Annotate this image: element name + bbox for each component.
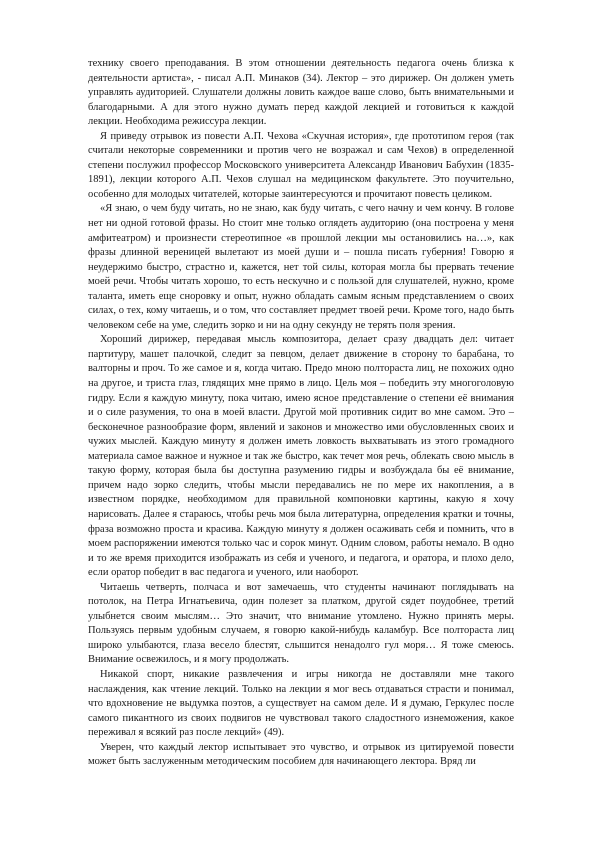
paragraph-7: Уверен, что каждый лектор испытывает это чувство, и отрывок из цитируемой повести может быть заслуженным методическим пособием для начинающего лектора. Вряд ли — [88, 741, 514, 768]
document-page — [88, 57, 514, 770]
paragraph-4-quote: Хороший дирижер, передавая мысль композитора, делает сразу двадцать дел: читает партитуру, машет палочкой, следит за певцом, делает движение в сторону то барабана, то валторны и проч. То же самое и я, когда читаю. Предо мною полтораста лиц, не похожих одно на другое, и триста глаз, глядящих мне прямо в лицо. Цель моя – победить эту многоголовую гидру. Если я каждую минуту, пока читаю, имею ясное представление о степени её внимания и о силе разумения, то она в моей власти. Другой мой противник сидит во мне самом. Это – бесконечное разнообразие форм, явлений и законов и множество ими обусловленных своих и чужих мыслей. Каждую минуту я должен иметь ловкость выхватывать из этого громадного материала самое важное и нужное и так же быстро, как течет моя речь, облекать свою мысль в такую форму, которая была бы доступна разумению гидры и возбуждала бы её внимание, причем надо зорко следить, чтобы мысли передавались не по мере их накопления, а в известном порядке, необходимом для правильной компоновки картины, какую я хочу нарисовать. Далее я стараюсь, чтобы речь моя была литературна, определения кратки и точны, фраза возможно проста и красива. Каждую минуту я должен осаживать себя и помнить, что в моем распоряжении имеются только час и сорок минут. Одним словом, работы немало. В одно и то же время приходится изображать из себя и ученого, и педагога, и оратора, и плохо дело, если оратор победит в вас педагога и ученого, или наоборот. — [88, 334, 514, 579]
paragraph-5-quote: Читаешь четверть, полчаса и вот замечаешь, что студенты начинают поглядывать на потолок, на Петра Игнатьевича, один полезет за платком, другой сядет поудобнее, третий улыбнется своим мыслям… Это значит, что внимание утомлено. Нужно принять меры. Пользуясь первым удобным случаем, я говорю какой-нибудь каламбур. Все полтораста лиц широко улыбаются, глаза весело блестят, слышится ненадолго гул моря… Я тоже смеюсь. Внимание освежилось, и я могу продолжать. — [88, 581, 514, 666]
paragraph-1: технику своего преподавания. В этом отношении деятельность педагога очень близка к деятельности артиста», - писал А.П. Минаков (34). Лектор – это дирижер. Он должен уметь управлять аудиторией. Слушатели должны ловить каждое ваше слово, быть внимательными и благодарными. А для этого нужно думать перед каждой лекцией и готовиться к каждой лекции. Необходима режиссура лекции. — [88, 58, 514, 128]
paragraph-3-quote: «Я знаю, о чем буду читать, но не знаю, как буду читать, с чего начну и чем кончу. В голове нет ни одной готовой фразы. Но стоит мне только оглядеть аудиторию (она построена у меня амфитеатром) и произнести стереотипное «в прошлой лекции мы остановились на…», как фразы длинной вереницей вылетают из моей души и – пошла писать губерния! Говорю я неудержимо быстро, страстно и, кажется, нет той силы, которая могла бы прервать течение моей речи. Чтобы читать хорошо, то есть нескучно и с пользой для слушателей, нужно, кроме таланта, иметь еще сноровку и опыт, нужно обладать самым ясным представлением о своих силах, о тех, кому читаешь, и о том, что составляет предмет твоей речи. Кроме того, надо быть человеком себе на уме, следить зорко и ни на одну секунду не терять поля зрения. — [88, 203, 514, 331]
paragraph-2: Я приведу отрывок из повести А.П. Чехова «Скучная история», где прототипом героя (так считали некоторые современники и против чего не возражал и сам Чехов) в определенной степени послужил профессор Московского университета Александр Иванович Бабухин (1835-1891), лекции которого А.П. Чехов слушал на медицинском факультете. Это поучительно, особенно для молодых читателей, которые заинтересуются и прочитают повесть целиком. — [88, 130, 514, 200]
paragraph-6-quote: Никакой спорт, никакие развлечения и игры никогда не доставляли мне такого наслаждения, как чтение лекций. Только на лекции я мог весь отдаваться страсти и понимал, что вдохновение не выдумка поэтов, а существует на самом деле. И я думаю, Геркулес после самого пикантного из своих подвигов не чувствовал такого сладостного изнеможения, какое переживал я всякий раз после лекций» (49). — [88, 668, 514, 739]
